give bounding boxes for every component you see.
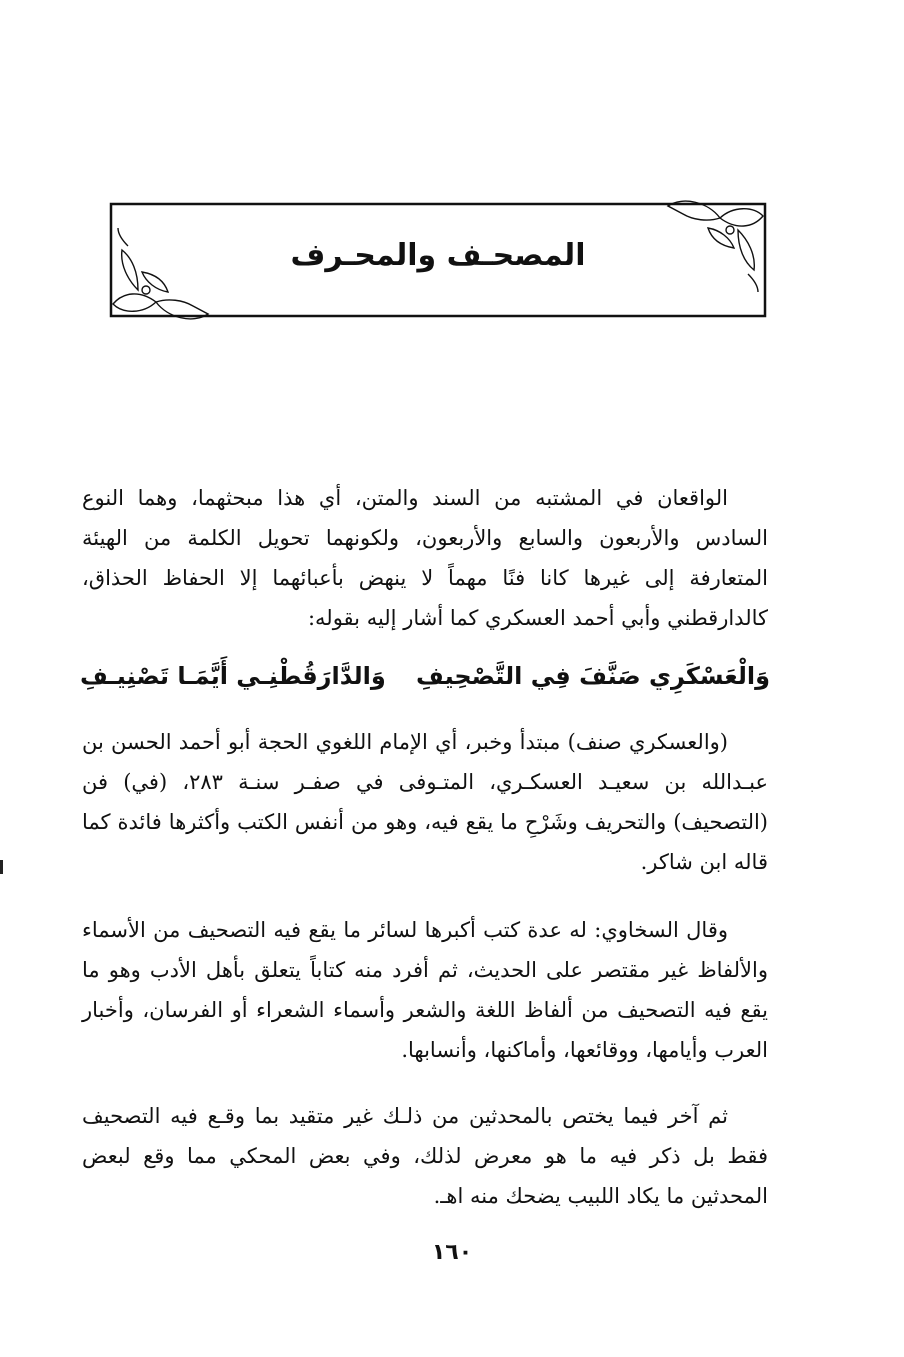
- paragraph-1: [82, 478, 768, 638]
- paragraph-1-text: الواقعان في المشتبه من السند والمتن، أي هذا مبحثهما، وهما النوع السادس والأربعون والسابع والأربعون، ولكونهما تحويل الكلمة من الهيئة المتعارفة إلى غيرها كانا فنًا مهماً لا ينهض بأعبائهما إلا الحفاظ الحذاق، كالدارقطني وأبي أحمد العسكري كما أشار إليه بقوله:: [82, 486, 768, 630]
- paragraph-3-text: وقال السخاوي: له عدة كتب أكبرها لسائر ما يقع فيه التصحيف من الأسماء والألفاظ غير مقتصر على الحديث، ثم أفرد منه كتاباً يتعلق بأهل الأدب وهو ما يقع فيه التصحيف من ألفاظ اللغة والشعر وأسماء الشعراء أو الفرسان، وأخبار العرب وأيامها، ووقائعها، وأماكنها، وأنسابها.: [82, 918, 768, 1062]
- paragraph-2: [82, 722, 768, 882]
- paragraph-4-text: ثم آخر فيما يختص بالمحدثين من ذلـك غير متقيد بما وقـع فيه التصحيف فقط بل ذكر فيه ما هو معرض لذلك، وفي بعض المحكي مما وقع لبعض المحدثين ما يكاد اللبيب يضحك منه اهـ.: [82, 1104, 768, 1208]
- page-number: ١٦٠: [431, 1240, 473, 1265]
- paragraph-4: [82, 1096, 768, 1216]
- margin-mark: [0, 860, 3, 874]
- chapter-title: المصحـف والمحـرف: [290, 238, 586, 273]
- paragraph-2-text: (والعسكري صنف) مبتدأ وخبر، أي الإمام اللغوي الحجة أبو أحمد الحسن بن عبـدالله بن سعيـد العسكـري، المتـوفى في صفـر سنـة ٢٨٣، (في) فن (التصحيف) والتحريف وشَرْحِ ما يقع فيه، وهو من أنفس الكتب وأكثرها فائدة كما قاله ابن شاكر.: [82, 730, 768, 874]
- chapter-title-frame: [108, 200, 768, 320]
- verse-second-hemistich: وَالدَّارَقُطْنِـي أَيَّمَـا تَصْنِيـفِ: [80, 662, 386, 690]
- verse-line: [80, 662, 770, 706]
- paragraph-3: [82, 910, 768, 1070]
- verse-first-hemistich: وَالْعَسْكَرِي صَنَّفَ فِي التَّصْحِيفِ: [416, 662, 770, 690]
